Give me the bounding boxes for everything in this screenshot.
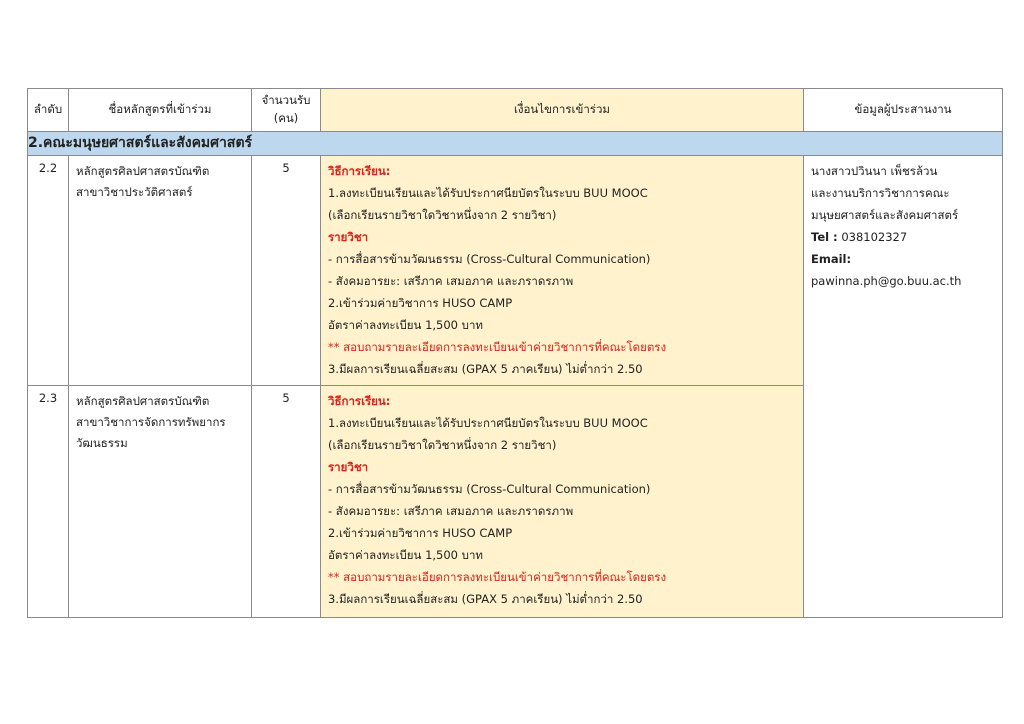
header-capacity-line2: (คน) (273, 111, 299, 125)
row-order: 2.3 (28, 386, 69, 618)
row-order: 2.2 (28, 156, 69, 386)
program-table (27, 88, 1003, 618)
table-row (28, 156, 1003, 386)
course-line: หลักสูตรศิลปศาสตรบัณฑิต (76, 164, 210, 178)
course-line: หลักสูตรศิลปศาสตรบัณฑิต (76, 394, 210, 408)
condition-line: 3.มีผลการเรียนเฉลี่ยสะสม (GPAX 5 ภาคเรียน) ไม่ต่ำกว่า 2.50 (328, 362, 643, 376)
row-conditions (321, 156, 804, 386)
row-capacity: 5 (252, 386, 321, 618)
condition-line: - การสื่อสารข้ามวัฒนธรรม (Cross-Cultural Communication) (328, 252, 651, 266)
section-row (28, 132, 1003, 156)
condition-line: วิธีการเรียน: (328, 164, 391, 178)
header-course-name: ชื่อหลักสูตรที่เข้าร่วม (69, 89, 252, 132)
contact-name: นางสาวปวินนา เพ็ชรล้วน (811, 164, 938, 178)
condition-line: 2.เข้าร่วมค่ายวิชาการ HUSO CAMP (328, 526, 513, 540)
condition-line: (เลือกเรียนรายวิชาใดวิชาหนึ่งจาก 2 รายวิชา) (328, 208, 557, 222)
contact-tel (811, 226, 1002, 248)
condition-line: 1.ลงทะเบียนเรียนและได้รับประกาศนียบัตรในระบบ BUU MOOC (328, 186, 648, 200)
condition-line: ** สอบถามรายละเอียดการลงทะเบียนเข้าค่ายวิชาการที่คณะโดยตรง (328, 340, 667, 354)
course-line: สาขาวิชาประวัติศาสตร์ (76, 185, 193, 199)
condition-line: 3.มีผลการเรียนเฉลี่ยสะสม (GPAX 5 ภาคเรียน) ไม่ต่ำกว่า 2.50 (328, 592, 643, 606)
header-row (28, 89, 1003, 132)
condition-line: ** สอบถามรายละเอียดการลงทะเบียนเข้าค่ายวิชาการที่คณะโดยตรง (328, 570, 667, 584)
contact-email-label: Email: (811, 252, 852, 266)
condition-line: อัตราค่าลงทะเบียน 1,500 บาท (328, 318, 483, 332)
condition-line: (เลือกเรียนรายวิชาใดวิชาหนึ่งจาก 2 รายวิชา) (328, 438, 557, 452)
course-line: วัฒนธรรม (76, 436, 128, 450)
contact-unit-line1: และงานบริการวิชาการคณะ (811, 186, 950, 200)
section-title: 2.คณะมนุษยศาสตร์และสังคมศาสตร์ (28, 132, 1003, 156)
contact-unit-line2: มนุษยศาสตร์และสังคมศาสตร์ (811, 208, 959, 222)
condition-line: - การสื่อสารข้ามวัฒนธรรม (Cross-Cultural Communication) (328, 482, 651, 496)
header-order: ลำดับ (28, 89, 69, 132)
row-conditions (321, 386, 804, 618)
header-capacity-line1: จำนวนรับ (261, 93, 311, 107)
tel-value: 038102327 (841, 230, 908, 244)
condition-line: - สังคมอารยะ: เสรีภาค เสมอภาค และภราดรภาพ (328, 274, 574, 288)
header-coordinator: ข้อมูลผู้ประสานงาน (804, 89, 1003, 132)
row-capacity: 5 (252, 156, 321, 386)
condition-line: 1.ลงทะเบียนเรียนและได้รับประกาศนียบัตรในระบบ BUU MOOC (328, 416, 648, 430)
condition-line: อัตราค่าลงทะเบียน 1,500 บาท (328, 548, 483, 562)
course-line: สาขาวิชาการจัดการทรัพยากร (76, 415, 226, 429)
tel-label: Tel : (811, 230, 838, 244)
header-conditions: เงื่อนไขการเข้าร่วม (321, 89, 804, 132)
contact-email[interactable]: pawinna.ph@go.buu.ac.th (811, 274, 962, 288)
condition-line: รายวิชา (328, 230, 369, 244)
header-capacity (252, 89, 321, 132)
row-course-name (69, 386, 252, 618)
row-course-name (69, 156, 252, 386)
condition-line: - สังคมอารยะ: เสรีภาค เสมอภาค และภราดรภาพ (328, 504, 574, 518)
condition-line: 2.เข้าร่วมค่ายวิชาการ HUSO CAMP (328, 296, 513, 310)
condition-line: วิธีการเรียน: (328, 394, 391, 408)
coordinator-info (804, 156, 1003, 618)
condition-line: รายวิชา (328, 460, 369, 474)
